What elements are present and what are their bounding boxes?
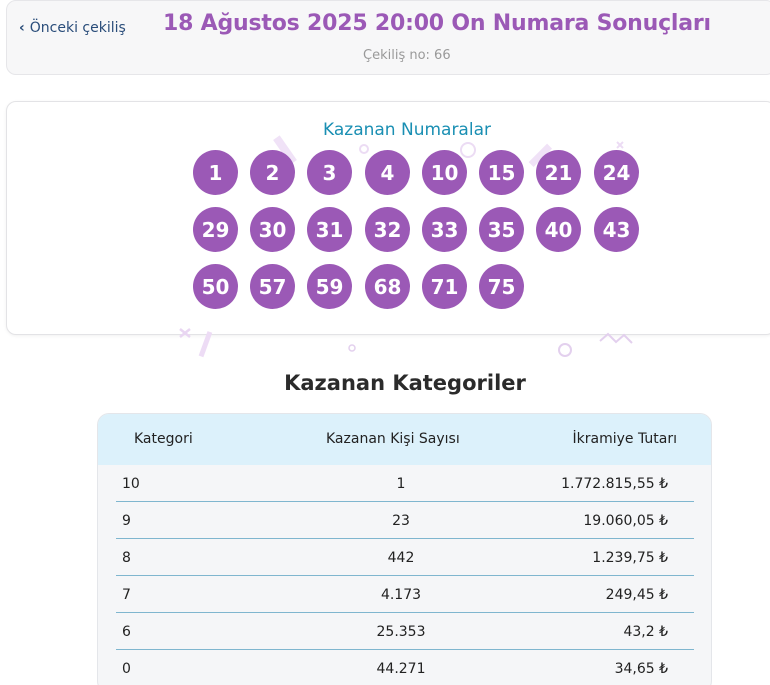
number-ball: 35 (479, 207, 524, 252)
number-ball: 59 (307, 264, 352, 309)
category-cell: 9 (122, 513, 131, 529)
decoration-shapes-lower (0, 325, 770, 365)
prize-cell: 43,2 ₺ (623, 624, 668, 640)
number-ball: 29 (193, 207, 238, 252)
page-title: 18 Ağustos 2025 20:00 On Numara Sonuçları (163, 11, 711, 36)
column-header-prize: İkramiye Tutarı (572, 431, 677, 447)
winners-cell: 44.271 (376, 661, 426, 677)
number-ball: 32 (365, 207, 410, 252)
number-ball: 21 (536, 150, 581, 195)
prize-cell: 34,65 ₺ (614, 661, 668, 677)
prize-cell: 1.772.815,55 ₺ (561, 476, 668, 492)
number-ball: 1 (193, 150, 238, 195)
number-ball: 30 (250, 207, 295, 252)
category-cell: 7 (122, 587, 131, 603)
winners-cell: 23 (392, 513, 410, 529)
table-row (116, 465, 694, 502)
category-cell: 6 (122, 624, 131, 640)
winners-cell: 25.353 (376, 624, 426, 640)
prize-cell: 19.060,05 ₺ (583, 513, 668, 529)
number-ball: 75 (479, 264, 524, 309)
winners-cell: 4.173 (380, 587, 422, 603)
table-row (116, 539, 694, 576)
number-ball: 4 (365, 150, 410, 195)
number-ball: 43 (594, 207, 639, 252)
number-ball: 15 (479, 150, 524, 195)
winning-numbers-title: Kazanan Numaralar (323, 120, 491, 140)
number-ball: 31 (307, 207, 352, 252)
number-ball: 68 (365, 264, 410, 309)
chevron-left-icon: ‹ (19, 20, 25, 36)
category-cell: 8 (122, 550, 131, 566)
number-ball: 24 (594, 150, 639, 195)
column-header-category: Kategori (134, 431, 193, 447)
prize-cell: 249,45 ₺ (605, 587, 668, 603)
number-ball: 57 (250, 264, 295, 309)
previous-draw-label: Önceki çekiliş (29, 20, 126, 36)
winners-cell: 1 (396, 476, 406, 492)
number-ball: 10 (422, 150, 467, 195)
category-cell: 10 (122, 476, 140, 492)
draw-number: Çekiliş no: 66 (363, 48, 451, 63)
number-ball: 33 (422, 207, 467, 252)
category-cell: 0 (122, 661, 131, 677)
table-row (116, 613, 694, 650)
table-header (98, 414, 712, 465)
previous-draw-link[interactable] (19, 20, 126, 36)
winners-cell: 442 (387, 550, 415, 566)
table-row (116, 650, 694, 685)
number-ball: 50 (193, 264, 238, 309)
number-ball: 2 (250, 150, 295, 195)
draw-header (6, 0, 770, 75)
winning-numbers-card (6, 101, 770, 335)
prize-cell: 1.239,75 ₺ (592, 550, 668, 566)
table-row (116, 576, 694, 613)
number-ball: 40 (536, 207, 581, 252)
winning-categories-title: Kazanan Kategoriler (284, 371, 526, 395)
column-header-winners: Kazanan Kişi Sayısı (326, 431, 460, 447)
table-row (116, 502, 694, 539)
categories-table (97, 413, 712, 685)
number-ball: 3 (307, 150, 352, 195)
number-ball: 71 (422, 264, 467, 309)
